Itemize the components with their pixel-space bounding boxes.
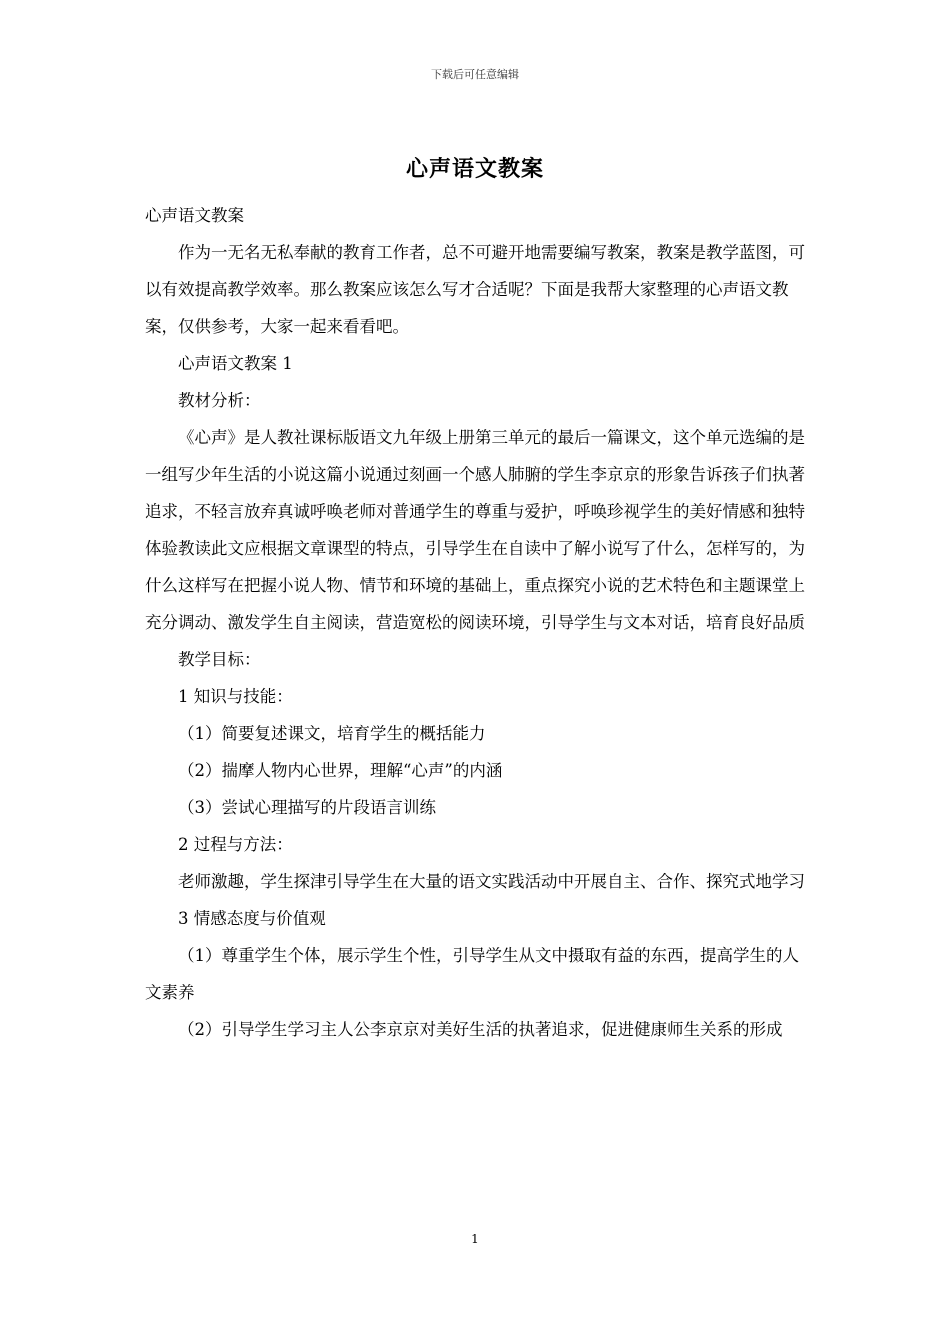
subheading-analysis: 教材分析： <box>178 391 261 410</box>
goal-3-heading: 3 情感态度与价值观 <box>178 909 326 928</box>
page-header-note: 下载后可任意编辑 <box>431 68 519 81</box>
page-number: 1 <box>471 1232 479 1246</box>
goal-2-paragraph: 老师激趣，学生探津引导学生在大量的语文实践活动中开展自主、合作、探究式地学习 <box>178 872 805 891</box>
goal-2-heading: 2 过程与方法： <box>178 835 293 854</box>
goal-3-item-2: （2）引导学生学习主人公李京京对美好生活的执著追求，促进健康师生关系的形成 <box>178 1020 783 1039</box>
document-title: 心声语文教案 <box>405 156 544 182</box>
subtitle-line: 心声语文教案 <box>145 206 244 225</box>
intro-paragraph: 作为一无名无私奉献的教育工作者，总不可避开地需要编写教案，教案是教学蓝图，可以有效提高教学效率。那么教案应该怎么写才合适呢？下面是我帮大家整理的心声语文教案，仅供参考，大家一起来看看吧。 <box>145 243 805 336</box>
analysis-paragraph: 《心声》是人教社课标版语文九年级上册第三单元的最后一篇课文，这个单元选编的是一组写少年生活的小说这篇小说通过刻画一个感人肺腑的学生李京京的形象告诉孩子们执著追求，不轻言放弃真诚呼唤老师对普通学生的尊重与爱护，呼唤珍视学生的美好情感和独特体验教读此文应根据文章课型的特点，引导学生在自读中了解小说写了什么，怎样写的，为什么这样写在把握小说人物、情节和环境的基础上，重点探究小说的艺术特色和主题课堂上充分调动、激发学生自主阅读，营造宽松的阅读环境，引导学生与文本对话，培育良好品质 <box>145 428 805 632</box>
goal-1-item-2: （2）揣摩人物内心世界，理解“心声”的内涵 <box>178 761 503 780</box>
goal-1-item-1: （1）简要复述课文，培育学生的概括能力 <box>178 724 486 743</box>
goal-1-item-3: （3）尝试心理描写的片段语言训练 <box>178 798 436 817</box>
section-heading: 心声语文教案 1 <box>178 354 293 373</box>
subheading-goals: 教学目标： <box>178 650 261 669</box>
goal-1-heading: 1 知识与技能： <box>178 687 293 706</box>
document-body <box>145 197 807 1048</box>
goal-3-item-1: （1）尊重学生个体，展示学生个性，引导学生从文中摄取有益的东西，提高学生的人文素养 <box>145 946 799 1002</box>
